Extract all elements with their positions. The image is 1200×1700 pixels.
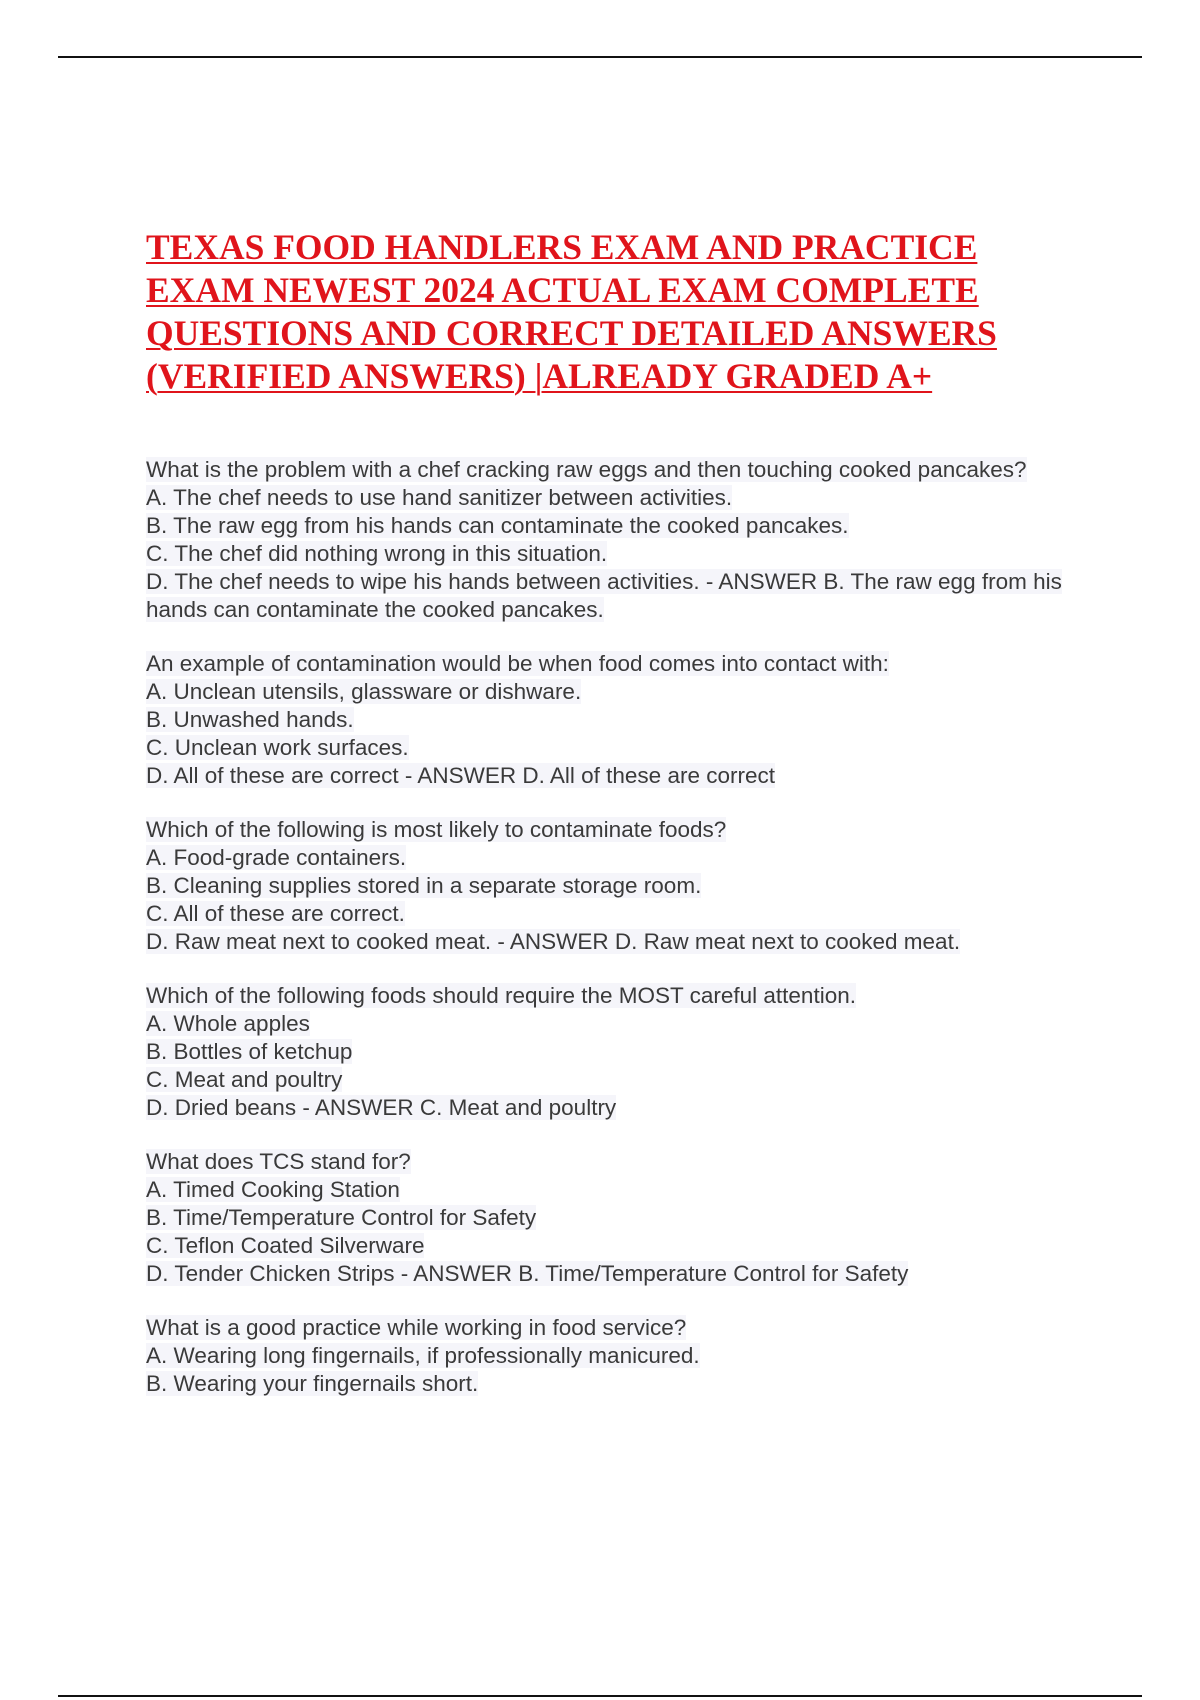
title-line: EXAM NEWEST 2024 ACTUAL EXAM COMPLETE xyxy=(146,270,979,310)
answer-option: B. Time/Temperature Control for Safety xyxy=(146,1205,537,1230)
answer-option: C. All of these are correct. xyxy=(146,901,405,926)
title-line: TEXAS FOOD HANDLERS EXAM AND PRACTICE xyxy=(146,227,978,267)
question-text: What does TCS stand for? xyxy=(146,1149,411,1174)
question-block xyxy=(146,1148,1066,1288)
question-text: Which of the following is most likely to contaminate foods? xyxy=(146,817,727,842)
answer-option: C. Teflon Coated Silverware xyxy=(146,1233,425,1258)
question-text: An example of contamination would be when food comes into contact with: xyxy=(146,651,889,676)
bottom-rule xyxy=(58,1695,1142,1697)
answer-option: A. Wearing long fingernails, if professionally manicured. xyxy=(146,1343,700,1368)
question-block xyxy=(146,650,1066,790)
answer-option: D. Raw meat next to cooked meat. - ANSWER D. Raw meat next to cooked meat. xyxy=(146,929,961,954)
answer-option: B. Unwashed hands. xyxy=(146,707,354,732)
answer-option: A. Timed Cooking Station xyxy=(146,1177,400,1202)
answer-option: D. All of these are correct - ANSWER D. All of these are correct xyxy=(146,763,775,788)
question-block xyxy=(146,816,1066,956)
answer-option: C. Meat and poultry xyxy=(146,1067,343,1092)
title-line: QUESTIONS AND CORRECT DETAILED ANSWERS xyxy=(146,313,997,353)
answer-option: B. The raw egg from his hands can contaminate the cooked pancakes. xyxy=(146,513,849,538)
question-text: What is a good practice while working in food service? xyxy=(146,1315,687,1340)
question-block xyxy=(146,456,1066,624)
answer-option: B. Wearing your fingernails short. xyxy=(146,1371,479,1396)
question-block xyxy=(146,982,1066,1122)
title-line: (VERIFIED ANSWERS) |ALREADY GRADED A+ xyxy=(146,356,933,396)
top-rule xyxy=(58,56,1142,58)
question-text: Which of the following foods should require the MOST careful attention. xyxy=(146,983,856,1008)
document-title xyxy=(146,226,1086,398)
answer-option: D. The chef needs to wipe his hands between activities. - ANSWER B. The raw egg from his hands can contaminate the cooked pancakes. xyxy=(146,569,1062,622)
answer-option: C. The chef did nothing wrong in this situation. xyxy=(146,541,608,566)
answer-option: B. Bottles of ketchup xyxy=(146,1039,353,1064)
answer-option: C. Unclean work surfaces. xyxy=(146,735,409,760)
answer-option: B. Cleaning supplies stored in a separate storage room. xyxy=(146,873,702,898)
answer-option: A. Food-grade containers. xyxy=(146,845,407,870)
question-list xyxy=(146,456,1066,1424)
question-text: What is the problem with a chef cracking raw eggs and then touching cooked pancakes? xyxy=(146,457,1027,482)
answer-option: D. Dried beans - ANSWER C. Meat and poultry xyxy=(146,1095,617,1120)
question-block xyxy=(146,1314,1066,1398)
answer-option: D. Tender Chicken Strips - ANSWER B. Time/Temperature Control for Safety xyxy=(146,1261,909,1286)
answer-option: A. Unclean utensils, glassware or dishware. xyxy=(146,679,582,704)
answer-option: A. The chef needs to use hand sanitizer between activities. xyxy=(146,485,733,510)
answer-option: A. Whole apples xyxy=(146,1011,310,1036)
